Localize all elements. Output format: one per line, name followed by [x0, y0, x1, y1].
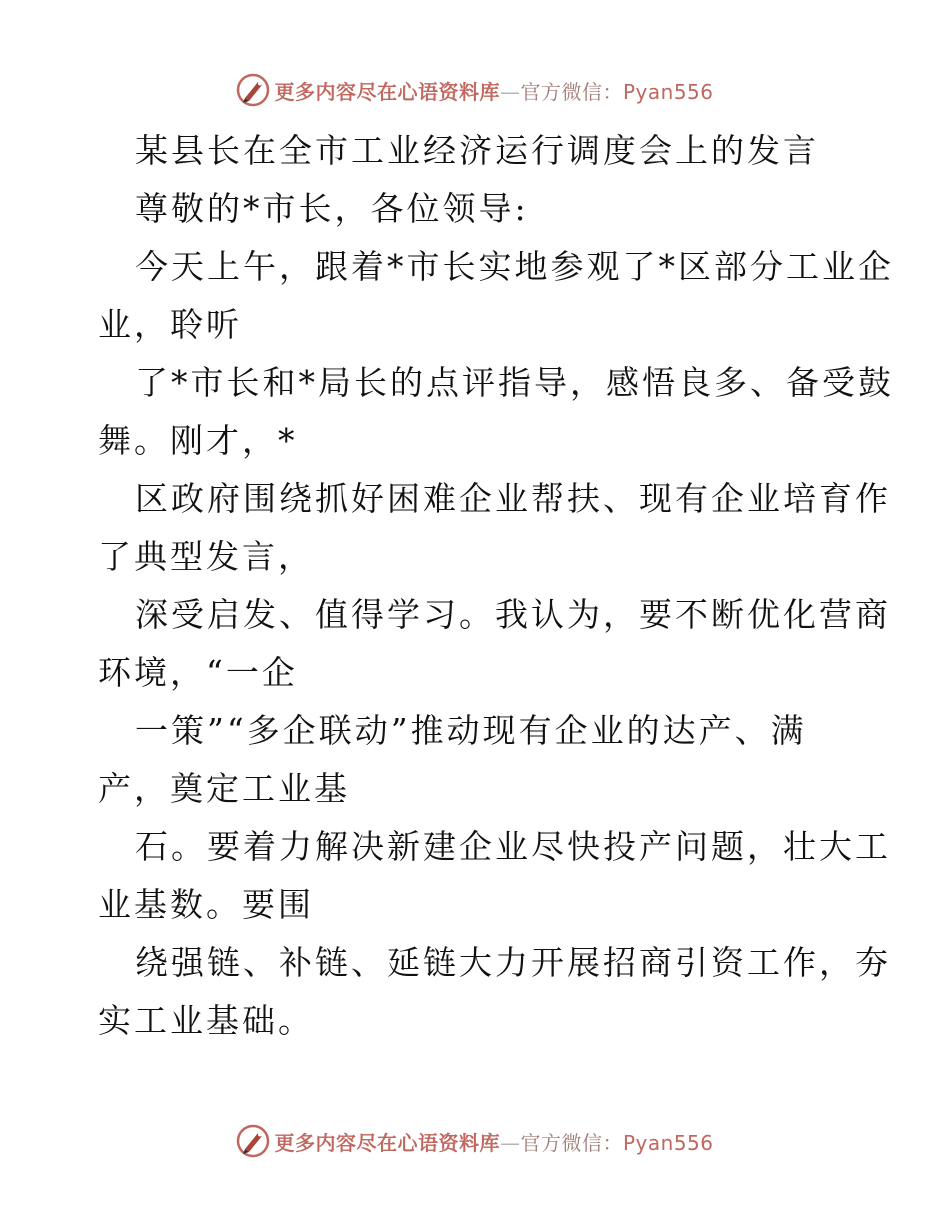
banner-title: 更多内容尽在心语资料库 — [274, 79, 500, 104]
greeting: 尊敬的*市长，各位领导: — [135, 189, 529, 228]
paragraph-line: 舞。刚才，* — [98, 421, 298, 460]
footer-banner-wechat-label: 官方微信： — [520, 1130, 623, 1155]
paragraph-line: 实工业基础。 — [98, 1001, 314, 1040]
footer-banner-wechat-id: Pyan556 — [622, 1130, 714, 1155]
paragraph-line: 了*市长和*局长的点评指导，感悟良多、备受鼓 — [135, 363, 894, 402]
paragraph-line: 环境，“一企 — [98, 653, 298, 692]
paragraph-line: 区政府围绕抓好困难企业帮扶、现有企业培育作 — [135, 479, 891, 518]
paragraph-line: 深受启发、值得学习。我认为，要不断优化营商 — [135, 595, 891, 634]
document-body — [98, 122, 894, 1050]
paragraph-line: 绕强链、补链、延链大力开展招商引资工作，夯 — [135, 943, 891, 982]
banner-wechat-label: 官方微信： — [520, 79, 623, 104]
footer-banner-title: 更多内容尽在心语资料库 — [274, 1130, 500, 1155]
banner-wechat-id: Pyan556 — [622, 79, 714, 104]
paragraph-line: 业，聆听 — [98, 305, 242, 344]
paragraph-line: 了典型发言， — [98, 537, 314, 576]
paragraph-line: 业基数。要围 — [98, 885, 314, 924]
header-banner — [0, 70, 950, 110]
paragraph-line: 今天上午，跟着*市长实地参观了*区部分工业企 — [135, 247, 894, 286]
banner-dash: — — [499, 79, 521, 104]
footer-banner-dash: — — [499, 1130, 521, 1155]
paragraph-line: 产，奠定工业基 — [98, 769, 350, 808]
document-title: 某县长在全市工业经济运行调度会上的发言 — [135, 131, 819, 170]
paragraph-line: 石。要着力解决新建企业尽快投产问题，壮大工 — [135, 827, 891, 866]
pen-logo-icon — [236, 1124, 270, 1158]
footer-banner — [0, 1121, 950, 1161]
paragraph-line: 一策”“多企联动”推动现有企业的达产、满 — [135, 711, 807, 750]
pen-logo-icon — [236, 73, 270, 107]
